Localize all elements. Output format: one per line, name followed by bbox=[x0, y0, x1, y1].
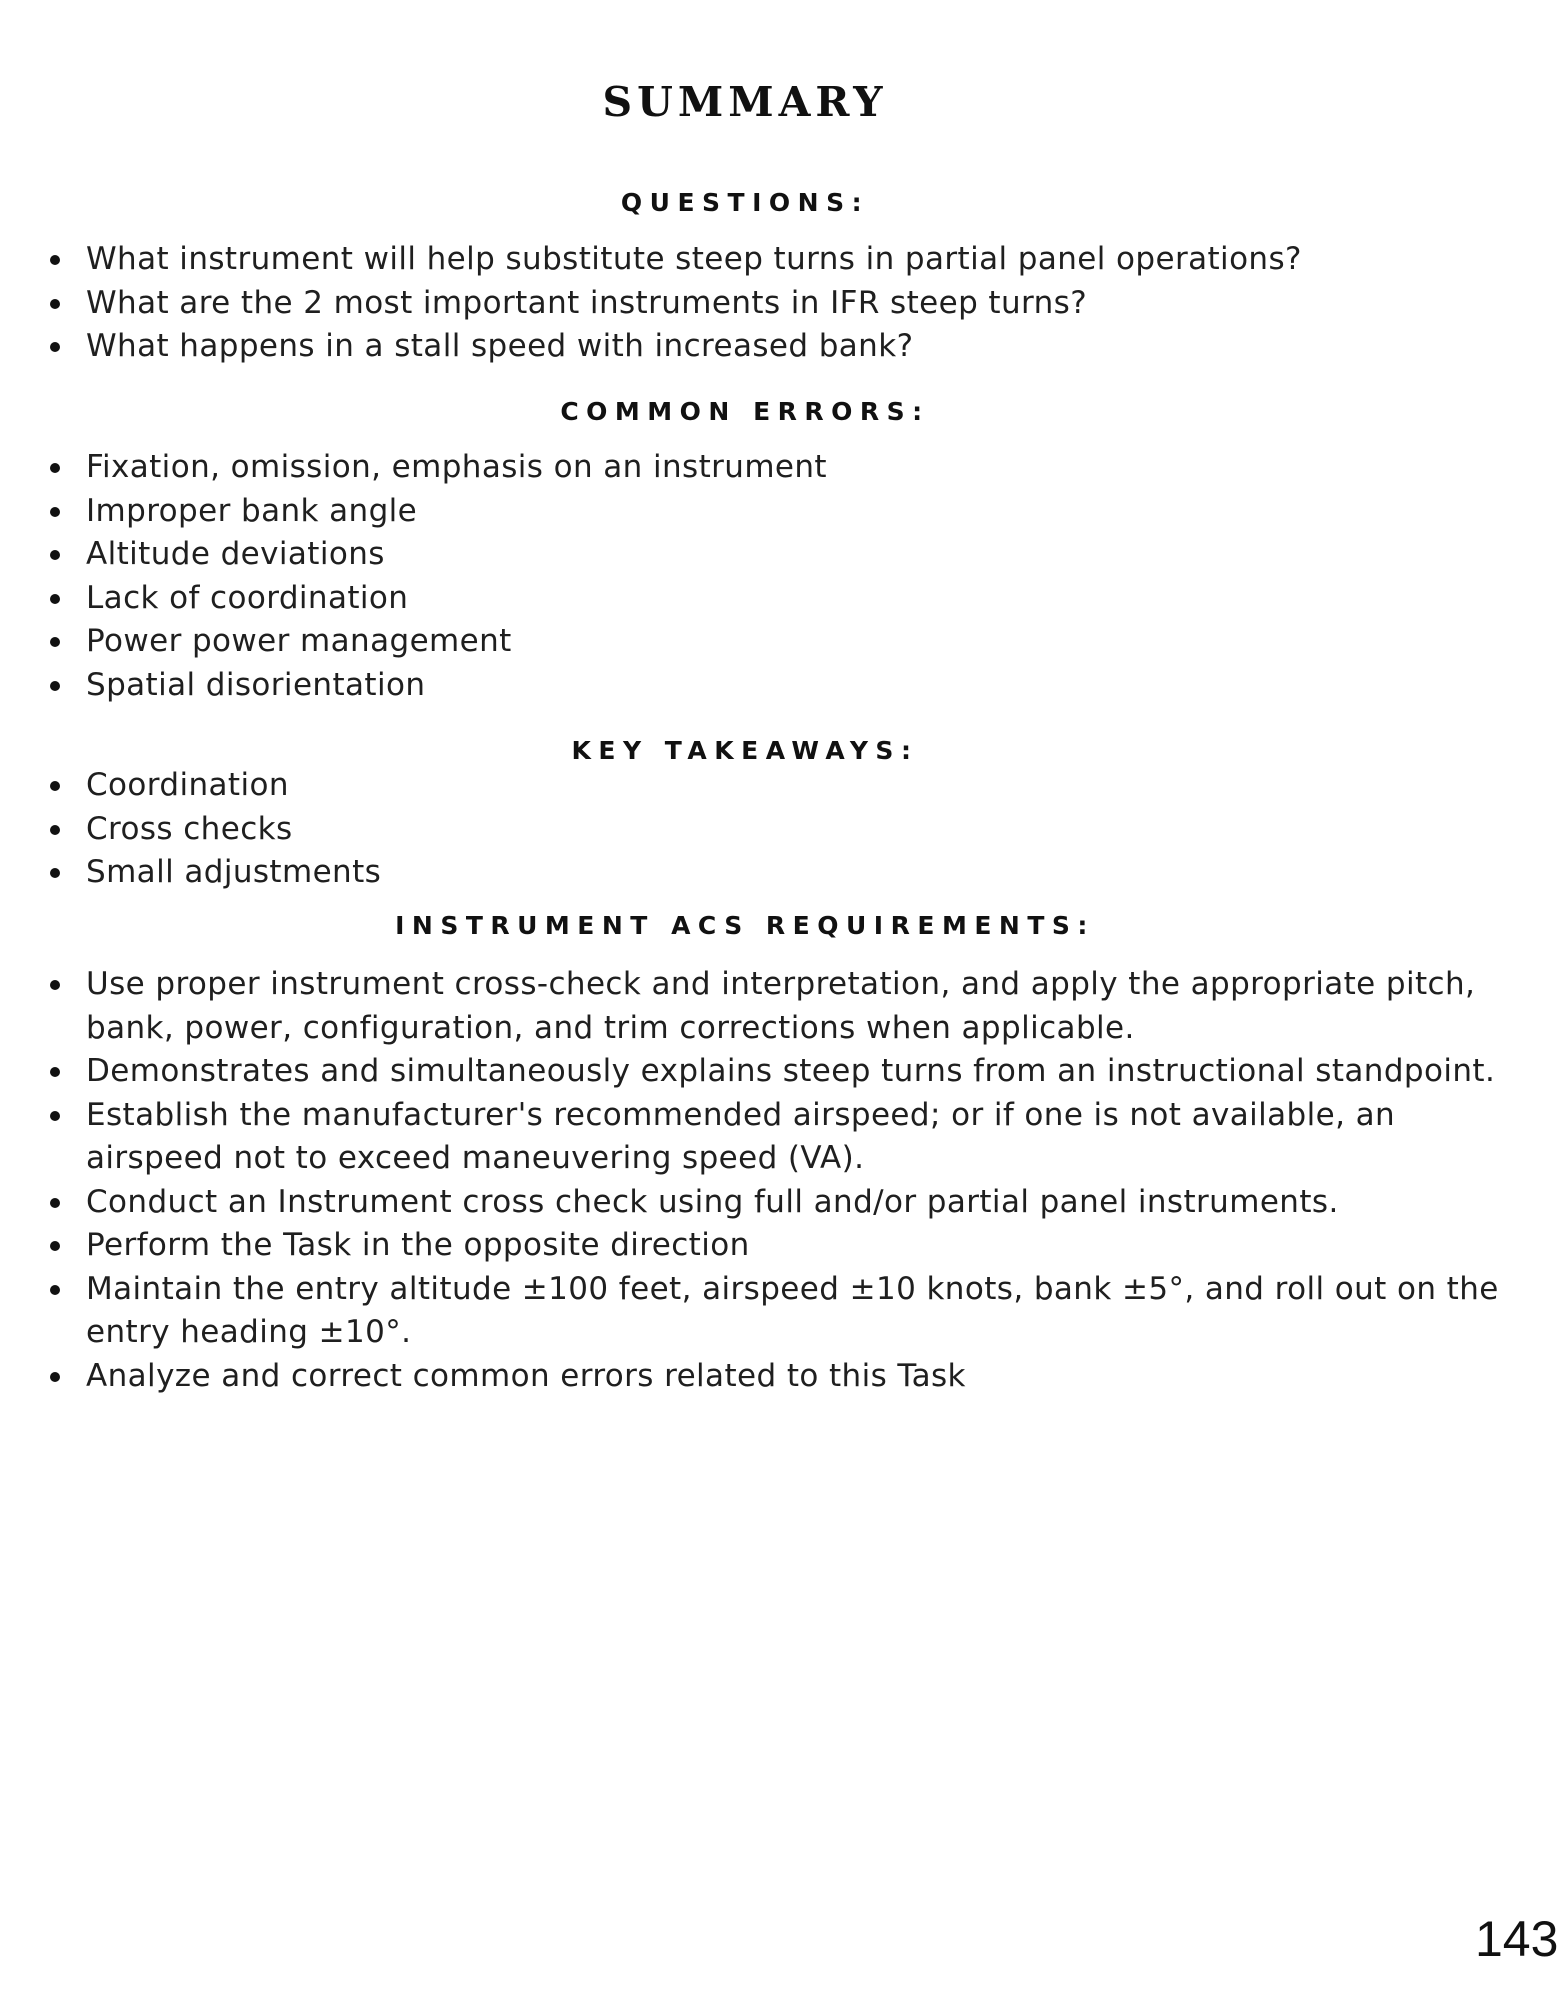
common-errors-heading: COMMON ERRORS: bbox=[560, 397, 930, 426]
list-item bbox=[86, 282, 1516, 326]
bullet-icon bbox=[50, 594, 60, 604]
requirement-text: Maintain the entry altitude ±100 feet, airspeed ±10 knots, bank ±5°, and roll out on the entry heading ±10°. bbox=[86, 1270, 1499, 1350]
list-item bbox=[86, 1355, 1516, 1399]
acs-requirements-list bbox=[86, 963, 1516, 1398]
questions-list bbox=[86, 238, 1516, 369]
requirement-text: Demonstrates and simultaneously explains steep turns from an instructional standpoint. bbox=[86, 1053, 1496, 1089]
bullet-icon bbox=[50, 1067, 60, 1077]
bullet-icon bbox=[50, 637, 60, 647]
takeaway-text: Cross checks bbox=[86, 810, 293, 847]
key-takeaways-heading: KEY TAKEAWAYS: bbox=[571, 736, 919, 765]
list-item bbox=[86, 664, 1516, 708]
bullet-icon bbox=[50, 550, 60, 560]
bullet-icon bbox=[50, 868, 60, 878]
question-text: What instrument will help substitute steep turns in partial panel operations? bbox=[86, 241, 1302, 277]
bullet-icon bbox=[50, 342, 60, 352]
error-text: Spatial disorientation bbox=[86, 666, 426, 703]
page-number: 143 bbox=[1475, 1911, 1558, 1967]
bullet-icon bbox=[50, 255, 60, 265]
question-text: What happens in a stall speed with increased bank? bbox=[86, 328, 914, 364]
bullet-icon bbox=[50, 1372, 60, 1382]
takeaway-text: Coordination bbox=[86, 767, 289, 803]
bullet-icon bbox=[50, 507, 60, 517]
bullet-icon bbox=[50, 825, 60, 835]
bullet-icon bbox=[50, 1198, 60, 1208]
list-item bbox=[86, 1181, 1516, 1225]
requirement-text: Establish the manufacturer's recommended airspeed; or if one is not available, an airspeed not to exceed maneuvering speed (VA). bbox=[86, 1096, 1396, 1176]
list-item bbox=[86, 533, 1516, 577]
list-item bbox=[86, 1050, 1516, 1094]
list-item bbox=[86, 1094, 1516, 1181]
list-item bbox=[86, 963, 1516, 1050]
acs-requirements-heading: INSTRUMENT ACS REQUIREMENTS: bbox=[395, 911, 1095, 940]
error-text: Improper bank angle bbox=[86, 492, 418, 529]
bullet-icon bbox=[50, 1111, 60, 1121]
requirement-text: Perform the Task in the opposite direction bbox=[86, 1227, 750, 1263]
bullet-icon bbox=[50, 681, 60, 691]
bullet-icon bbox=[50, 781, 60, 791]
questions-heading: QUESTIONS: bbox=[620, 188, 870, 217]
list-item bbox=[86, 577, 1516, 621]
list-item bbox=[86, 446, 1516, 490]
requirement-text: Conduct an Instrument cross check using full and/or partial panel instruments. bbox=[86, 1183, 1339, 1220]
bullet-icon bbox=[50, 980, 60, 990]
common-errors-list bbox=[86, 446, 1516, 707]
question-text: What are the 2 most important instruments in IFR steep turns? bbox=[86, 284, 1088, 321]
requirement-text: Analyze and correct common errors related to this Task bbox=[86, 1357, 966, 1394]
list-item bbox=[86, 620, 1516, 664]
error-text: Lack of coordination bbox=[86, 579, 409, 616]
bullet-icon bbox=[50, 1285, 60, 1295]
list-item bbox=[86, 1224, 1516, 1268]
list-item bbox=[86, 325, 1516, 369]
list-item bbox=[86, 764, 1516, 808]
page-title: SUMMARY bbox=[602, 78, 888, 126]
list-item bbox=[86, 808, 1516, 852]
bullet-icon bbox=[50, 299, 60, 309]
requirement-text: Use proper instrument cross-check and interpretation, and apply the appropriate pitch, bank, power, configuration, and trim corrections when applicable. bbox=[86, 966, 1476, 1046]
key-takeaways-list bbox=[86, 764, 1516, 895]
bullet-icon bbox=[50, 463, 60, 473]
list-item bbox=[86, 490, 1516, 534]
error-text: Altitude deviations bbox=[86, 536, 385, 572]
list-item bbox=[86, 851, 1516, 895]
takeaway-text: Small adjustments bbox=[86, 854, 382, 890]
error-text: Fixation, omission, emphasis on an instrument bbox=[86, 449, 827, 485]
error-text: Power power management bbox=[86, 623, 512, 659]
list-item bbox=[86, 238, 1516, 282]
bullet-icon bbox=[50, 1241, 60, 1251]
list-item bbox=[86, 1268, 1516, 1355]
